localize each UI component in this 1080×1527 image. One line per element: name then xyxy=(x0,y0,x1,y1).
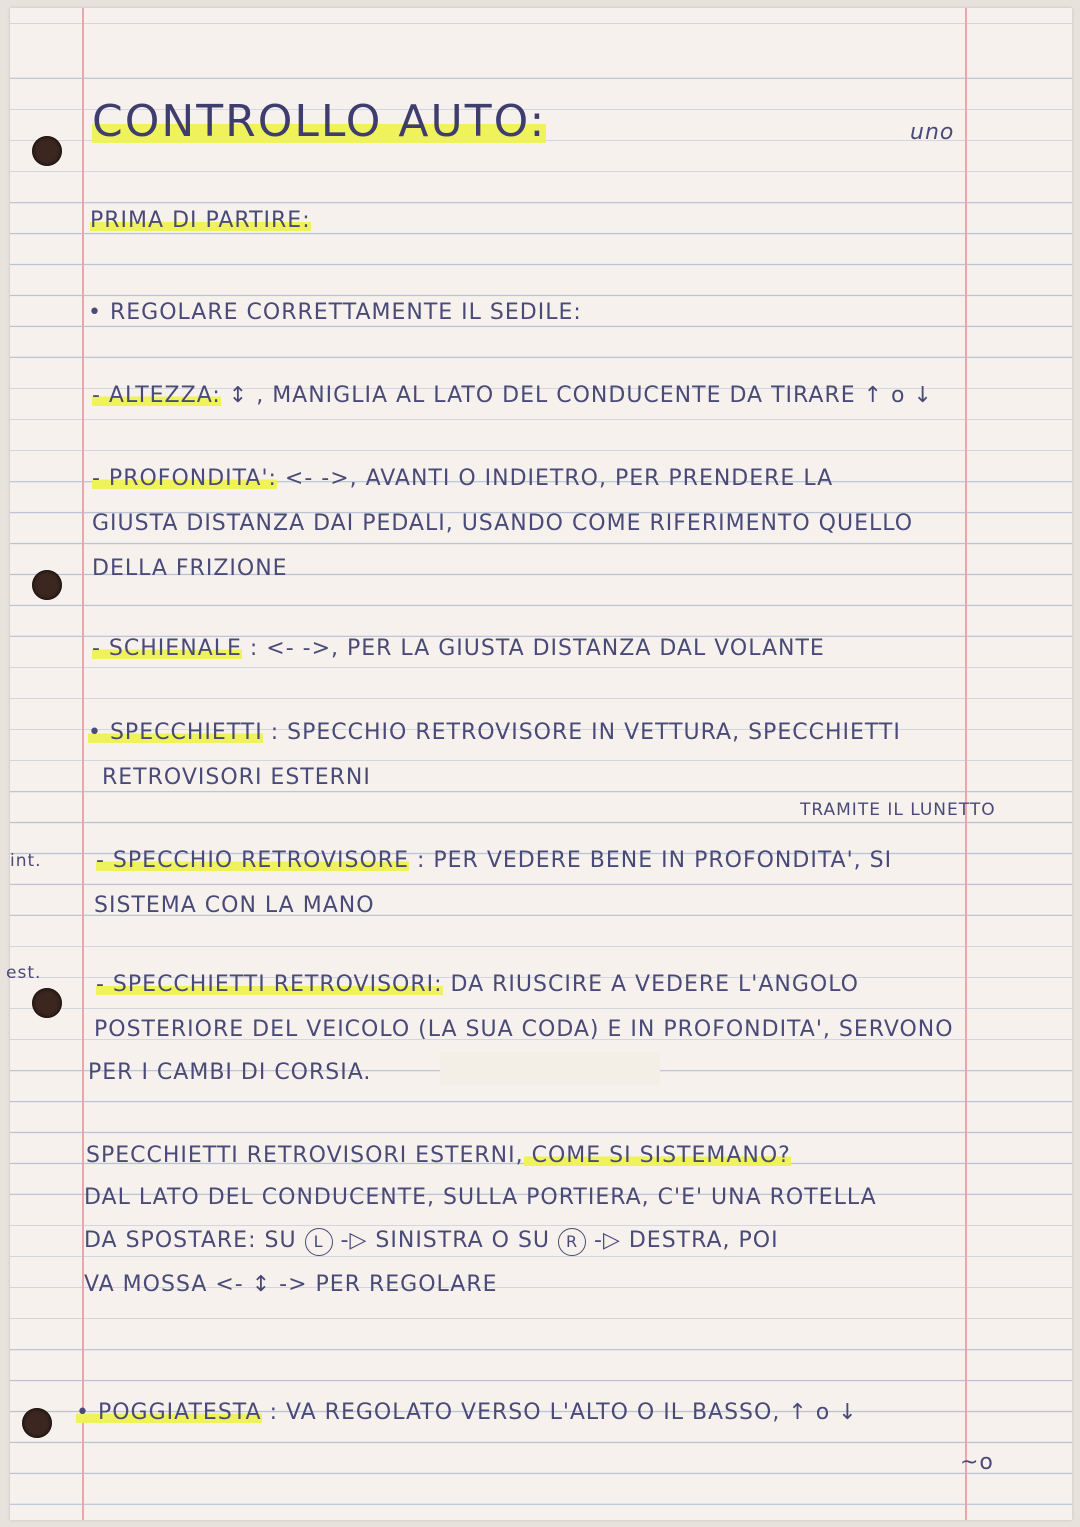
profondita-label: - PROFONDITA': xyxy=(92,466,277,491)
ext-mirror-line3: PER I CAMBI DI CORSIA. xyxy=(88,1060,372,1085)
altezza-text: , MANIGLIA AL LATO DEL CONDUCENTE DA TIRARE ↑ o ↓ xyxy=(256,383,933,408)
page-word: uno xyxy=(910,120,955,145)
ext-mirror-line1: - SPECCHIETTI RETROVISORI: DA RIUSCIRE A VEDERE L'ANGOLO xyxy=(96,972,859,997)
altezza-line xyxy=(92,383,933,408)
headrest-label: • POGGIATESTA xyxy=(76,1400,262,1425)
right-margin-line xyxy=(965,8,967,1520)
ext-mirror-label: - SPECCHIETTI RETROVISORI: xyxy=(96,972,443,997)
mirrors-label: • SPECCHIETTI xyxy=(88,720,263,745)
altezza-label: - ALTEZZA: xyxy=(92,383,221,408)
page-title: CONTROLLO AUTO: xyxy=(92,96,547,147)
ext-mirror-line2: POSTERIORE DEL VEICOLO (LA SUA CODA) E IN PROFONDITA', SERVONO xyxy=(94,1017,954,1042)
schienale-line: - SCHIENALE : <- ->, PER LA GIUSTA DISTANZA DAL VOLANTE xyxy=(92,636,825,661)
int-mirror-line1: - SPECCHIO RETROVISORE : PER VEDERE BENE IN PROFONDITA', SI xyxy=(96,848,893,873)
int-mirror-line2: SISTEMA CON LA MANO xyxy=(94,893,375,918)
circled-r-icon: R xyxy=(558,1228,586,1256)
updown-arrow-icon: ↕ xyxy=(228,383,249,408)
mirrors-line2: RETROVISORI ESTERNI xyxy=(102,765,371,790)
external-line2: DA SPOSTARE: SU L -▷ SINISTRA O SU R -▷ DESTRA, POI xyxy=(84,1228,779,1256)
mirrors-line1: • SPECCHIETTI : SPECCHIO RETROVISORE IN VETTURA, SPECCHIETTI xyxy=(88,720,901,745)
punch-hole xyxy=(32,988,62,1018)
int-margin-note: int. xyxy=(10,851,42,871)
circled-l-icon: L xyxy=(305,1228,333,1256)
profondita-line3: DELLA FRIZIONE xyxy=(92,556,288,581)
lunetto-note: TRAMITE IL LUNETTO xyxy=(800,800,996,820)
page-end-mark: ~o xyxy=(960,1450,994,1475)
headrest-line: • POGGIATESTA : VA REGOLATO VERSO L'ALTO O IL BASSO, ↑ o ↓ xyxy=(76,1400,858,1425)
punch-hole xyxy=(32,570,62,600)
external-line1: DAL LATO DEL CONDUCENTE, SULLA PORTIERA, C'E' UNA ROTELLA xyxy=(84,1185,877,1210)
erased-patch xyxy=(440,1052,660,1086)
int-mirror-label: - SPECCHIO RETROVISORE xyxy=(96,848,409,873)
schienale-label: - SCHIENALE xyxy=(92,636,242,661)
profondita-line2: GIUSTA DISTANZA DAI PEDALI, USANDO COME RIFERIMENTO QUELLO xyxy=(92,511,914,536)
seat-bullet: • REGOLARE CORRETTAMENTE IL SEDILE: xyxy=(88,300,582,325)
external-question: SPECCHIETTI RETROVISORI ESTERNI, COME SI SISTEMANO? xyxy=(86,1143,791,1168)
profondita-line1: - PROFONDITA': <- ->, AVANTI O INDIETRO, PER PRENDERE LA xyxy=(92,466,834,491)
notebook-page xyxy=(6,8,1072,1520)
ext-margin-note: est. xyxy=(6,963,42,983)
punch-hole xyxy=(22,1408,52,1438)
section-heading: PRIMA DI PARTIRE: xyxy=(90,208,311,233)
external-line3: VA MOSSA <- ↕ -> PER REGOLARE xyxy=(84,1272,498,1297)
punch-hole xyxy=(32,136,62,166)
